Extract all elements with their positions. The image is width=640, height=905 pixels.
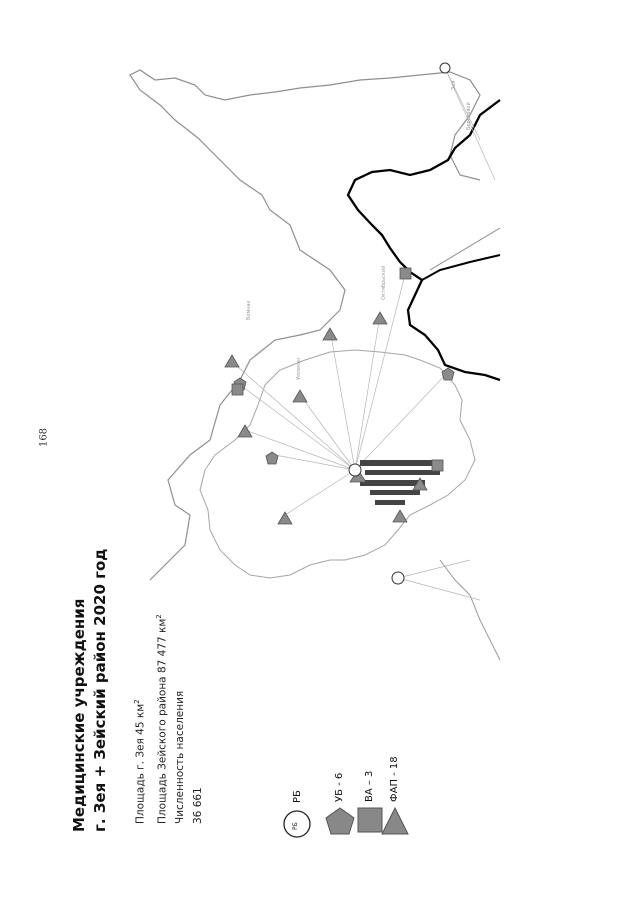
area-city-text: Площадь г. Зея 45 $км^2$: [133, 699, 147, 824]
svg-text:Береговой: Береговой: [466, 102, 472, 130]
svg-text:Умлекан: Умлекан: [296, 357, 302, 380]
triangle-icon: [382, 808, 408, 834]
legend-label-fap: ФАП - 18: [389, 756, 400, 802]
legend-label-va: ВА – 3: [364, 770, 375, 802]
svg-text:Октябрьский: Октябрьский: [381, 265, 387, 300]
area-district-text: Площадь Зейского района 87 477 $км^2$: [154, 614, 168, 824]
pentagon-icon: [326, 808, 354, 834]
page-number: 168: [38, 427, 50, 448]
title-line-1: Медицинские учреждения: [70, 598, 88, 832]
title-line-2: г. Зея + Зейский район 2020 год: [91, 548, 109, 832]
rb-icon-text: РБ: [292, 822, 299, 830]
square-icon: [358, 808, 382, 832]
svg-text:Зея: Зея: [451, 80, 457, 90]
svg-text:Бомнак: Бомнак: [246, 300, 252, 320]
population-label: Численность населения: [174, 690, 186, 824]
legend-label-ub: УБ - 6: [334, 772, 345, 802]
population-value: 36 661: [192, 787, 204, 824]
legend-label-rb: РБ: [292, 790, 303, 803]
